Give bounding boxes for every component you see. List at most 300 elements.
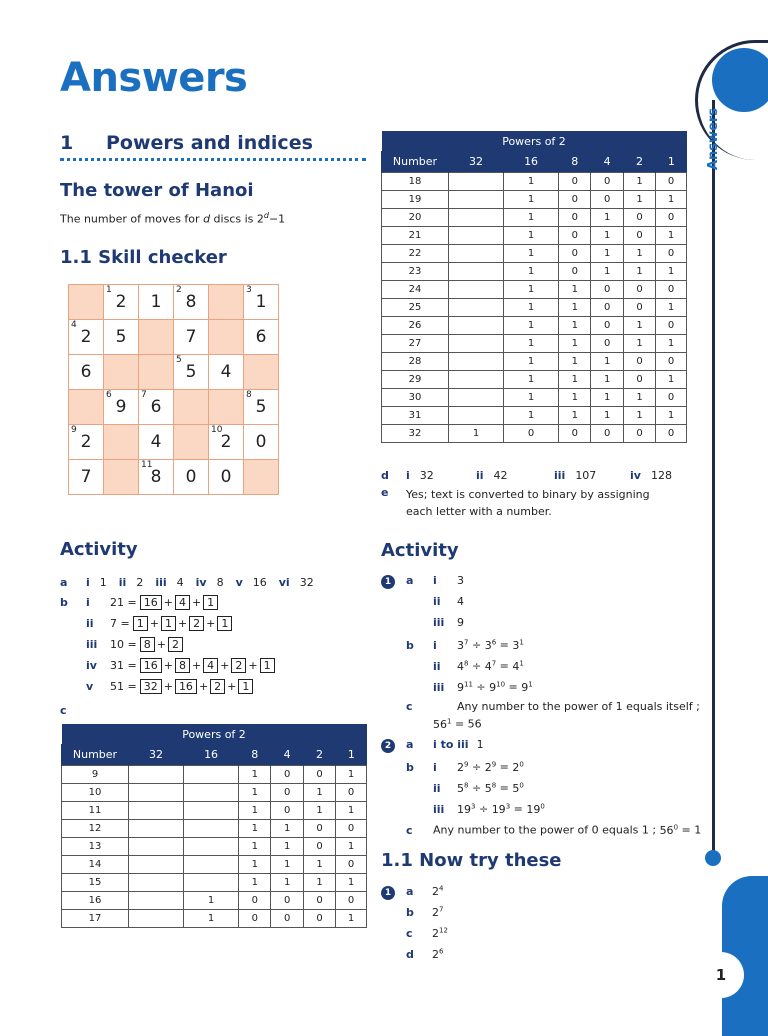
plus-sign: + (163, 659, 173, 672)
grid-cell (174, 460, 209, 495)
power-expression (512, 761, 523, 774)
answer-value: 42 (493, 469, 508, 482)
table-cell: 1 (504, 227, 559, 245)
table-cell: 25 (382, 299, 449, 317)
explanation-text (433, 824, 701, 837)
table-cell (449, 317, 504, 335)
table-cell: 0 (271, 766, 303, 784)
table-cell (449, 335, 504, 353)
plus-sign: + (177, 617, 188, 630)
power-expression (432, 906, 443, 919)
power-expression (432, 927, 448, 940)
table-header: 4 (271, 744, 303, 766)
table-cell: 17 (62, 910, 129, 928)
question-number-badge: 1 (381, 575, 395, 589)
table-cell: 27 (382, 335, 449, 353)
boxed-value: 32 (140, 679, 162, 694)
table-cell: 1 (504, 407, 559, 425)
power-base: 2 (432, 884, 439, 898)
grid-cell-value: 0 (220, 467, 232, 487)
binary-sum-line (60, 634, 370, 655)
table-cell: 1 (239, 838, 271, 856)
table-header: 16 (184, 744, 239, 766)
table-cell: 0 (336, 856, 367, 874)
roman-label: iii (433, 802, 445, 816)
table-cell: 26 (382, 317, 449, 335)
roman-label: iii (554, 469, 566, 482)
table-row (382, 335, 687, 353)
table-row (62, 820, 367, 838)
table-cell: 10 (62, 784, 129, 802)
table-cell: 1 (271, 874, 303, 892)
table-cell: 1 (559, 299, 591, 317)
roman-label: i (86, 596, 90, 609)
table-cell: 1 (504, 317, 559, 335)
table-row (382, 263, 687, 281)
table-cell: 1 (559, 389, 591, 407)
table-cell: 1 (504, 371, 559, 389)
grid-row (69, 320, 279, 355)
plus-sign: + (191, 596, 202, 609)
table-cell: 21 (382, 227, 449, 245)
table-cell: 0 (336, 892, 367, 910)
plus-sign: + (227, 680, 237, 693)
binary-sum-line (60, 613, 370, 634)
operator: ÷ (472, 680, 490, 694)
table-cell: 23 (382, 263, 449, 281)
table-cell (449, 353, 504, 371)
table-cell: 1 (623, 335, 655, 353)
answer-value: 2 (136, 576, 144, 589)
table-cell: 0 (656, 209, 687, 227)
power-base: 2 (432, 947, 439, 961)
table-cell: 1 (504, 191, 559, 209)
table-cell (129, 856, 184, 874)
answer-item (279, 571, 314, 590)
table-cell: 1 (656, 299, 687, 317)
part-label: d (406, 947, 414, 961)
side-divider-line (712, 100, 715, 858)
table-cell: 0 (559, 425, 591, 443)
table-cell: 0 (559, 263, 591, 281)
table-cell: 19 (382, 191, 449, 209)
table-cell: 0 (623, 425, 655, 443)
hanoi-variable: d (203, 212, 211, 226)
table-header: 2 (303, 744, 335, 766)
power-exponent: 1 (519, 638, 524, 646)
table-row (62, 874, 367, 892)
table-cell: 0 (559, 209, 591, 227)
power-expression (457, 660, 468, 673)
boxed-value: 1 (238, 679, 253, 694)
power-expression (433, 718, 451, 731)
table-cell (129, 910, 184, 928)
question-number-slot (381, 882, 406, 900)
hanoi-text-mid: discs is 2 (210, 212, 264, 226)
table-cell: 0 (336, 820, 367, 838)
table-row (382, 389, 687, 407)
grid-cell (174, 390, 209, 425)
table-cell: 1 (559, 353, 591, 371)
power-base: 2 (432, 905, 439, 919)
table-cell: 1 (591, 389, 623, 407)
side-decor-circle (712, 48, 768, 112)
page-number: 1 (715, 966, 727, 984)
roman-label: ii (118, 576, 127, 589)
powers-of-2-table-right (381, 131, 687, 443)
table-cell: 1 (449, 425, 504, 443)
roman-label: i (406, 469, 410, 482)
table-cell: 1 (303, 802, 335, 820)
grid-cell-value: 5 (185, 362, 197, 382)
answer-line (381, 697, 701, 713)
table-row (62, 802, 367, 820)
grid-cell (104, 390, 139, 425)
table-cell (184, 766, 239, 784)
power-expression (660, 824, 678, 837)
answer-line (381, 592, 701, 613)
skill-checker-heading: 1.1 Skill checker (60, 247, 227, 268)
now-try-line (381, 901, 681, 922)
example-result: = 1 (678, 823, 702, 837)
part-label: b (406, 905, 414, 919)
power-exponent: 1 (519, 659, 524, 667)
power-exponent: 3 (471, 802, 476, 810)
table-cell (449, 263, 504, 281)
sum-lhs: 21 = (110, 596, 137, 609)
operator: ÷ (468, 781, 485, 795)
table-cell (129, 802, 184, 820)
grid-clue-number: 7 (141, 390, 147, 400)
table-cell: 1 (623, 389, 655, 407)
power-expression (457, 803, 475, 816)
table-cell: 1 (271, 838, 303, 856)
hanoi-heading: The tower of Hanoi (60, 180, 254, 201)
table-cell: 1 (336, 910, 367, 928)
roman-label: iii (433, 680, 445, 694)
answer-item (630, 464, 690, 483)
table-cell: 0 (591, 317, 623, 335)
table-cell: 1 (559, 371, 591, 389)
table-cell: 0 (303, 910, 335, 928)
plus-sign: + (206, 617, 216, 630)
boxed-value: 4 (175, 595, 190, 610)
grid-row (69, 285, 279, 320)
table-cell: 0 (623, 281, 655, 299)
power-base: 5 (484, 781, 492, 795)
table-cell (184, 820, 239, 838)
table-cell: 1 (504, 299, 559, 317)
table-cell: 0 (591, 281, 623, 299)
hanoi-text-suffix: −1 (268, 212, 286, 226)
table-cell: 1 (559, 335, 591, 353)
table-cell: 0 (559, 227, 591, 245)
table-cell: 11 (62, 802, 129, 820)
power-base: 4 (512, 659, 520, 673)
table-cell (184, 856, 239, 874)
table-cell: 0 (591, 191, 623, 209)
grid-cell-value: 6 (150, 397, 162, 417)
table-cell: 0 (559, 191, 591, 209)
grid-cell (69, 285, 104, 320)
cross-number-grid (68, 284, 279, 495)
index-law-expression (457, 803, 545, 816)
power-base: 4 (484, 659, 492, 673)
grid-clue-number: 4 (71, 320, 77, 330)
answer-value: 107 (575, 469, 597, 482)
table-cell: 0 (271, 910, 303, 928)
power-exponent: 3 (505, 802, 511, 810)
power-base: 19 (491, 802, 506, 816)
question-number-badge: 1 (381, 886, 395, 900)
power-expression (489, 681, 505, 694)
answer-line (381, 756, 701, 777)
grid-clue-number: 10 (211, 425, 223, 435)
equals: = (510, 802, 527, 816)
table-cell: 1 (623, 245, 655, 263)
answer-line (381, 571, 701, 592)
table-cell: 1 (591, 245, 623, 263)
table-cell (129, 784, 184, 802)
table-cell: 20 (382, 209, 449, 227)
table-cell: 1 (591, 353, 623, 371)
table-cell: 29 (382, 371, 449, 389)
power-expression (521, 681, 532, 694)
grid-cell (244, 425, 279, 460)
power-base: 2 (484, 760, 492, 774)
operator: ÷ (468, 659, 485, 673)
grid-cell-value: 5 (255, 397, 267, 417)
table-header: 16 (504, 151, 559, 173)
table-cell: 1 (656, 191, 687, 209)
table-cell: 0 (271, 784, 303, 802)
power-expression (457, 761, 468, 774)
table-cell: 0 (656, 281, 687, 299)
roman-label: iv (195, 576, 207, 589)
table-cell: 0 (303, 838, 335, 856)
grid-cell-value: 8 (185, 292, 197, 312)
index-law-expression (457, 681, 533, 694)
part-label: c (406, 926, 413, 940)
table-row (382, 281, 687, 299)
grid-cell-value: 8 (150, 467, 162, 487)
grid-cell (174, 355, 209, 390)
equals: = (505, 680, 522, 694)
grid-cell (69, 390, 104, 425)
answer-value (432, 948, 443, 961)
grid-cell (209, 390, 244, 425)
plus-sign: + (248, 659, 258, 672)
table-cell (449, 371, 504, 389)
operator: ÷ (475, 802, 492, 816)
answer-item (155, 571, 183, 590)
plus-sign: + (156, 638, 166, 651)
part-label: c (406, 823, 413, 837)
sum-lhs: 31 = (110, 659, 137, 672)
boxed-value: 1 (133, 616, 148, 631)
power-exponent: 6 (439, 947, 444, 955)
table-cell: 22 (382, 245, 449, 263)
power-exponent: 1 (528, 680, 533, 688)
power-base: 5 (512, 781, 520, 795)
table-cell: 30 (382, 389, 449, 407)
table-cell: 1 (504, 335, 559, 353)
equals: = (496, 781, 513, 795)
table-cell: 0 (656, 425, 687, 443)
grid-cell (139, 355, 174, 390)
table-cell: 0 (591, 335, 623, 353)
table-cell: 12 (62, 820, 129, 838)
table-cell: 0 (303, 892, 335, 910)
sum-lhs: 51 = (110, 680, 137, 693)
grid-row (69, 390, 279, 425)
roman-label: ii (476, 469, 484, 482)
answer-value: 3 (457, 574, 464, 587)
table-cell: 1 (336, 766, 367, 784)
table-cell: 0 (591, 299, 623, 317)
powers-of-2-table-left (61, 724, 367, 928)
power-exponent: 0 (519, 781, 524, 789)
roman-label: iii (86, 638, 98, 651)
answer-line (381, 713, 701, 735)
table-cell (129, 874, 184, 892)
power-expression (432, 885, 443, 898)
now-try-heading: 1.1 Now try these (381, 850, 562, 871)
grid-cell (69, 355, 104, 390)
power-exponent: 10 (496, 680, 506, 688)
power-exponent: 11 (464, 680, 473, 688)
roman-label: iv (630, 469, 641, 482)
grid-cell-value: 5 (115, 327, 127, 347)
table-cell: 31 (382, 407, 449, 425)
index-law-expression (457, 782, 524, 795)
grid-cell (209, 460, 244, 495)
power-expression (485, 660, 496, 673)
table-cell (449, 191, 504, 209)
table-cell: 1 (336, 874, 367, 892)
range-label: i to iii (433, 738, 469, 751)
answer-line (381, 777, 701, 798)
activity-right-answers (381, 571, 701, 840)
table-cell: 0 (271, 802, 303, 820)
table-cell: 1 (591, 371, 623, 389)
table-row (62, 838, 367, 856)
question-number-badge: 2 (381, 739, 395, 753)
example-result: = 56 (451, 717, 482, 731)
grid-cell-value: 7 (80, 467, 92, 487)
power-exponent: 8 (464, 781, 469, 789)
table-cell: 18 (382, 173, 449, 191)
table-cell: 0 (271, 892, 303, 910)
grid-cell (244, 460, 279, 495)
answer-value: 9 (457, 616, 464, 629)
grid-clue-number: 11 (141, 460, 153, 470)
grid-cell (139, 425, 174, 460)
roman-label: iii (433, 616, 445, 629)
power-exponent: 7 (464, 638, 469, 646)
table-cell: 16 (62, 892, 129, 910)
table-cell: 1 (271, 820, 303, 838)
grid-cell-value: 6 (255, 327, 267, 347)
table-cell: 1 (656, 335, 687, 353)
side-decor-dot (705, 850, 721, 866)
hanoi-exponent: d (263, 211, 269, 220)
roman-label: ii (433, 781, 441, 795)
boxed-value: 4 (203, 658, 218, 673)
table-header: Number (62, 744, 129, 766)
table-header: 1 (336, 744, 367, 766)
now-try-answers (381, 880, 681, 964)
table-cell: 1 (239, 784, 271, 802)
grid-cell (69, 460, 104, 495)
grid-cell (244, 320, 279, 355)
power-exponent: 7 (439, 905, 444, 913)
table-row (382, 227, 687, 245)
table-cell (449, 173, 504, 191)
table-header: Number (382, 151, 449, 173)
plus-sign: + (149, 617, 159, 630)
table-header: 32 (129, 744, 184, 766)
roman-label: i (433, 574, 437, 587)
sum-lhs: 10 = (110, 638, 137, 651)
table-cell: 15 (62, 874, 129, 892)
grid-cell (174, 320, 209, 355)
table-cell: 0 (656, 245, 687, 263)
equals: = (496, 638, 513, 652)
table-row (382, 245, 687, 263)
activity-left-part-a (60, 571, 370, 590)
table-cell: 1 (239, 874, 271, 892)
plus-sign: + (191, 659, 202, 672)
power-expression (512, 639, 523, 652)
table-cell: 14 (62, 856, 129, 874)
operator: ÷ (468, 760, 485, 774)
table-cell: 1 (271, 856, 303, 874)
question-number-slot (381, 735, 406, 753)
table-cell: 1 (504, 245, 559, 263)
table-cell: 0 (623, 209, 655, 227)
answer-value: 4 (457, 595, 464, 608)
grid-cell (174, 425, 209, 460)
power-base: 19 (457, 802, 471, 816)
table-cell (449, 389, 504, 407)
plus-sign: + (163, 680, 173, 693)
table-cell: 1 (656, 227, 687, 245)
power-base: 56 (659, 823, 674, 837)
table-cell (129, 820, 184, 838)
table-row (382, 209, 687, 227)
binary-sum-line (60, 592, 370, 613)
table-cell: 1 (623, 317, 655, 335)
grid-cell-value: 0 (255, 432, 267, 452)
boxed-value: 8 (175, 658, 190, 673)
table-header: 1 (656, 151, 687, 173)
table-row (382, 371, 687, 389)
binary-sum-line (60, 655, 370, 676)
power-expression (512, 660, 523, 673)
table-cell: 1 (504, 281, 559, 299)
index-law-expression (457, 660, 524, 673)
table-cell: 0 (504, 425, 559, 443)
table-cell (184, 874, 239, 892)
table-cell: 0 (559, 173, 591, 191)
answer-line (381, 798, 701, 819)
table-cell: 0 (239, 892, 271, 910)
table-cell: 1 (303, 856, 335, 874)
table-cell: 1 (184, 892, 239, 910)
activity-left-heading: Activity (60, 539, 138, 560)
power-expression (457, 639, 468, 652)
